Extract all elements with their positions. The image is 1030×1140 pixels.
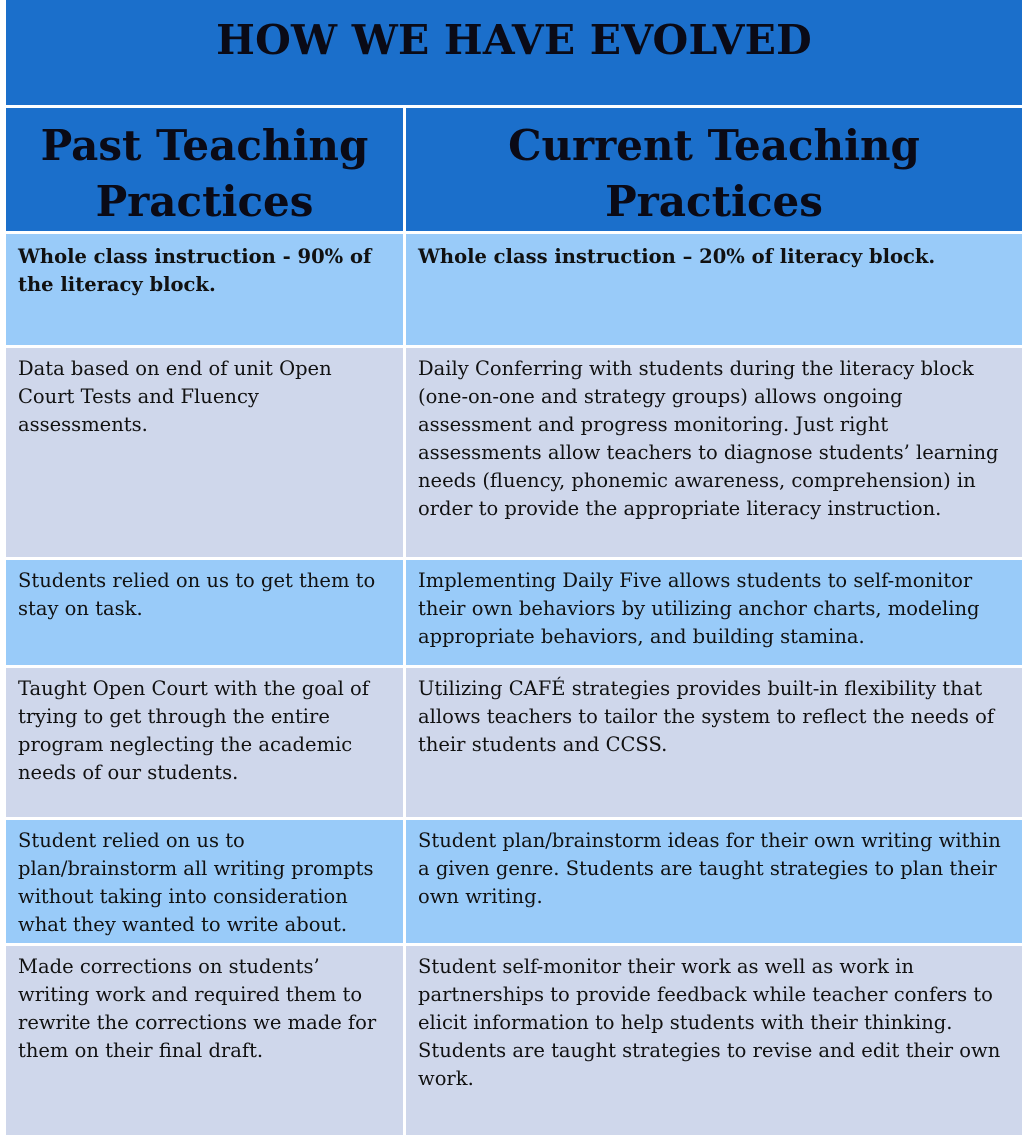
past-practice-cell: Students relied on us to get them to stay on task. [6,560,406,665]
past-practice-cell: Taught Open Court with the goal of trying to get through the entire program neglecting the academic needs of our students. [6,668,406,817]
current-practice-cell: Student plan/brainstorm ideas for their own writing within a given genre. Students are taught strategies to plan their own writing. [418,829,1001,908]
table-row [6,560,1022,668]
current-practices-header: Current Teaching Practices [508,121,920,226]
table-row [6,234,1022,348]
table-row [6,348,1022,560]
current-practice-cell: Student self-monitor their work as well as work in partnerships to provide feedback while teacher confers to elicit information to help students with their thinking. Students are taught strategies to revise and edit their own work. [418,955,1001,1090]
current-practice-cell: Implementing Daily Five allows students to self-monitor their own behaviors by utilizing anchor charts, modeling appropriate behaviors, and building stamina. [418,569,980,648]
current-practice-cell: Daily Conferring with students during the literacy block (one-on-one and strategy groups) allows ongoing assessment and progress monitoring. Just right assessments allow teachers to diagnose students’ learning needs (fluency, phonemic awareness, comprehension) in order to provide the appropriate literacy instruction. [418,357,999,520]
past-practice-cell: Made corrections on students’ writing work and required them to rewrite the corrections we made for them on their final draft. [6,946,406,1135]
page-title: HOW WE HAVE EVOLVED [216,16,812,64]
past-practice-cell: Student relied on us to plan/brainstorm all writing prompts without taking into consideration what they wanted to write about. [6,820,406,943]
table-row [6,668,1022,820]
past-practice-cell: Data based on end of unit Open Court Tests and Fluency assessments. [6,348,406,557]
table-row [6,946,1022,1135]
column-header-row [6,108,1022,234]
past-practices-header: Past Teaching Practices [6,108,406,231]
title-bar [6,0,1022,108]
past-practice-cell: Whole class instruction - 90% of the literacy block. [6,234,406,345]
current-practice-cell: Utilizing CAFÉ strategies provides built-in flexibility that allows teachers to tailor the system to reflect the needs of their students and CCSS. [418,677,995,756]
current-practice-cell: Whole class instruction – 20% of literacy block. [418,245,936,268]
table-row [6,820,1022,946]
